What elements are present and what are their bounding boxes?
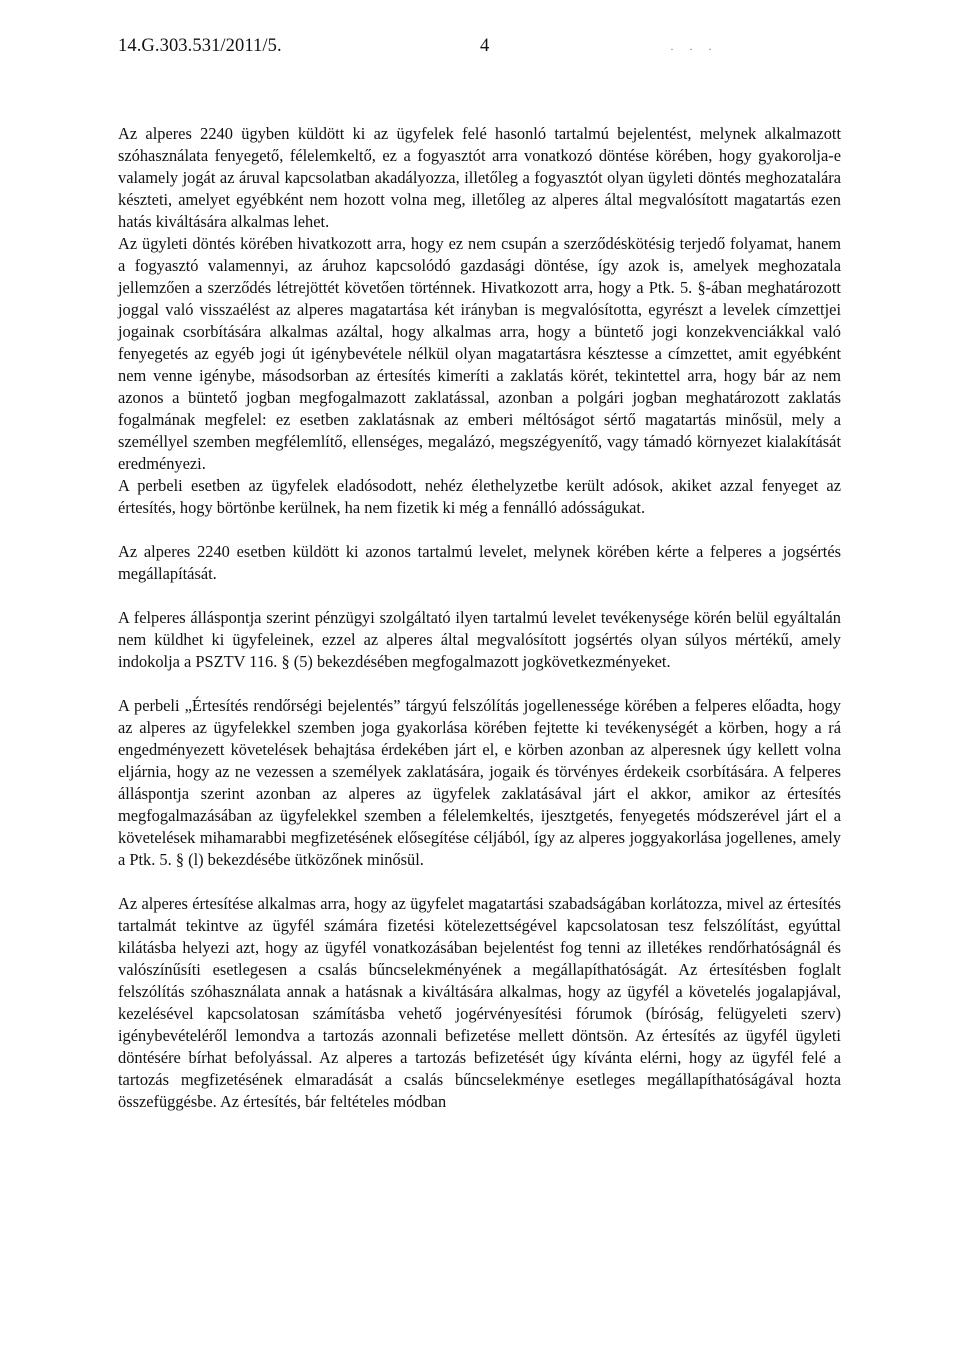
paragraph: Az alperes értesítése alkalmas arra, hogy az ügyfelet magatartási szabadságában korlátozza, mivel az értesítés tartalmát tekintve az ügyfél számára fizetési kötelezettségével kapcsolatosan tesz felszólítást, egyúttal kilátásba helyezi azt, hogy az ügyfél vonatkozásában bejelentést fog tenni az illetékes rendőrhatóságnál és valószínűsíti esetlegesen a csalás bűncselekményének a megállapíthatóságát. Az értesítésben foglalt felszólítás szóhasználata annak a hatásnak a kiváltására alkalmas, hogy az ügyfél a követelés jogalapjával, kezelésével kapcsolatosan számításba vehető jogérvényesítési fórumok (bíróság, felügyeleti szerv) igénybevételéről lemondva a tartozás azonnali befizetése mellett döntsön. Az értesítés az ügyfél ügyleti döntésére bírhat befolyással. Az alperes a tartozás befizetését úgy kívánta elérni, hogy az ügyfél felé a tartozás megfizetésének elmaradását a csalás bűncselekménye esetleges megállapíthatóságával hozta összefüggésbe. Az értesítés, bár feltételes módban xyxy=(118,894,841,1111)
document-body xyxy=(118,123,841,1113)
scan-noise: · · · xyxy=(670,42,718,56)
paragraph: Az alperes 2240 ügyben küldött ki az ügyfelek felé hasonló tartalmú bejelentést, melynek alkalmazott szóhasználata fenyegető, félelemkeltő, ez a fogyasztót arra vonatkozó döntése körében, hogy gyakorolja-e valamely jogát az áruval kapcsolatban akadályozza, illetőleg a fogyasztót olyan ügyleti döntés meghozatalára készteti, amelyet egyébként nem hozott volna meg, illetőleg az alperes által megvalósított magatartás ezen hatás kiváltására alkalmas lehet. xyxy=(118,124,841,231)
document-reference: 14.G.303.531/2011/5. xyxy=(118,36,282,56)
paragraph: A perbeli „Értesítés rendőrségi bejelentés” tárgyú felszólítás jogellenessége körében a felperes előadta, hogy az alperes az ügyfelekkel szemben joga gyakorlása körében fejtette ki tevékenységét a körben, hogy a rá engedményezett követelések behajtása érdekében járt el, e körben azonban az alperesnek úgy kellett volna eljárnia, hogy az ne vezessen a személyek zaklatására, jogaik és törvényes érdekeik csorbítására. A felperes álláspontja szerint azonban az alperes az ügyfelek zaklatásával járt el akkor, amikor az értesítés megfogalmazásában az ügyfelekkel szemben a félelemkeltés, ijesztgetés, fenyegetés módszerével járt el a követelések mihamarabbi megfizetésének elősegítése céljából, így az alperes joggyakorlása jogellenes, amely a Ptk. 5. § (l) bekezdésébe ütközőnek minősül. xyxy=(118,696,841,869)
page-number: 4 xyxy=(480,36,490,56)
paragraph: A perbeli esetben az ügyfelek eladósodott, nehéz élethelyzetbe került adósok, akiket azzal fenyeget az értesítés, hogy börtönbe kerülnek, ha nem fizetik ki még a fennálló adósságukat. xyxy=(118,476,841,517)
page-header xyxy=(118,36,858,62)
paragraph: Az alperes 2240 esetben küldött ki azonos tartalmú levelet, melynek körében kérte a felperes a jogsértés megállapítását. xyxy=(118,542,841,583)
paragraph: Az ügyleti döntés körében hivatkozott arra, hogy ez nem csupán a szerződéskötésig terjedő folyamat, hanem a fogyasztó valamennyi, az áruhoz kapcsolódó gazdasági döntése, így azok is, amelyek meghozatala jellemzően a szerződés létrejöttét követően történnek. Hivatkozott arra, hogy a Ptk. 5. §-ában meghatározott joggal való visszaélést az alperes magatartása két irányban is megvalósította, egyrészt a levelek címzettjei jogainak csorbítására alkalmas azáltal, hogy alkalmas arra, hogy a büntető jogi konzekvenciákkal való fenyegetés az egyéb jogi út igénybevétele nélkül olyan magatartásra késztesse a címzettet, amit egyébként nem venne igénybe, másodsorban az értesítés kimeríti a zaklatás körét, tekintettel arra, hogy bár az nem azonos a büntető jogban megfogalmazott zaklatással, azonban a polgári jogban meghatározott zaklatás fogalmának megfelel: ez esetben zaklatásnak az emberi méltóságot sértő magatartás minősül, mely a személlyel szemben megfélemlítő, ellenséges, megalázó, megszégyenítő, vagy támadó környezet kialakítását eredményezi. xyxy=(118,234,841,473)
paragraph: A felperes álláspontja szerint pénzügyi szolgáltató ilyen tartalmú levelet tevékenysége körén belül egyáltalán nem küldhet ki ügyfeleinek, ezzel az alperes által megvalósított jogsértés olyan súlyos mértékű, amely indokolja a PSZTV 116. § (5) bekezdésében megfogalmazott jogkövetkezményeket. xyxy=(118,608,841,671)
